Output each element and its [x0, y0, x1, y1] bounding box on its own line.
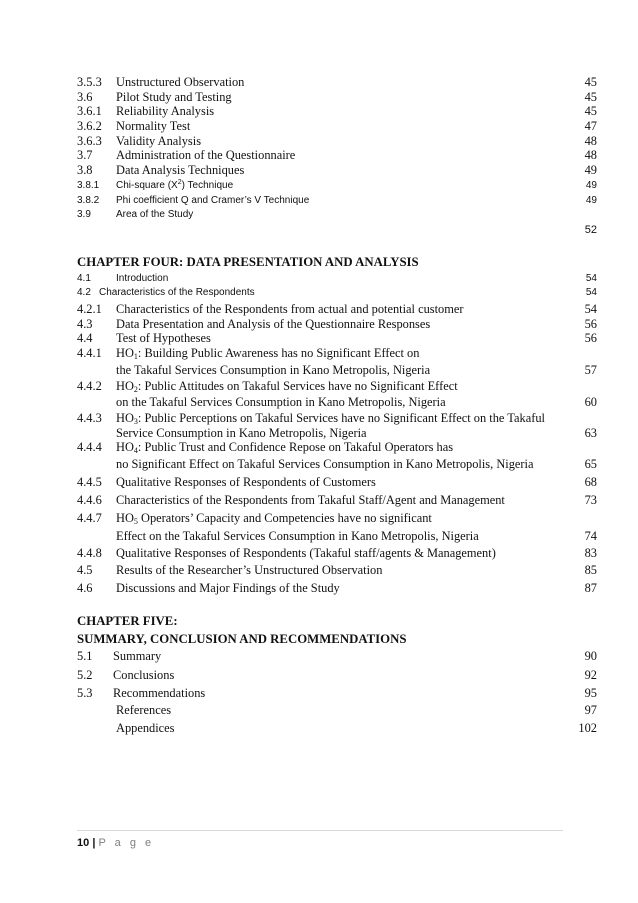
toc-row-continuation: Effect on the Takaful Services Consumption in Kano Metropolis, Nigeria 74	[116, 528, 597, 543]
toc-row: 3.8.1 Chi-square $(X^2)$ Technique 49	[77, 178, 597, 191]
toc-row-page: 52	[584, 223, 597, 236]
toc-row-continuation: no Significant Effect on Takaful Services Consumption in Kano Metropolis, Nigeria 65	[116, 456, 597, 471]
toc-row: References 97	[116, 703, 597, 718]
toc-row: 4.4.8 Qualitative Responses of Respondents (Takaful staff/agents & Management) 83	[77, 545, 597, 560]
page-footer	[77, 837, 154, 849]
toc-row: 4.4 Test of Hypotheses 56	[77, 331, 597, 346]
toc-row: 4.2.1 Characteristics of the Respondents from actual and potential customer 54	[77, 301, 597, 316]
toc-row: 4.5 Results of the Researcher’s Unstructured Observation 85	[77, 563, 597, 578]
toc-row: 3.6.2 Normality Test 47	[77, 119, 597, 134]
toc-row: 5.1 Summary 90	[77, 649, 597, 664]
toc-row: 5.3 Recommendations 95	[77, 685, 597, 700]
footer-divider	[77, 830, 563, 831]
page-label: P a g e	[98, 837, 155, 849]
toc-row: 4.4.1 $HO_1$: Building Public Awareness has no Significant Effect on	[77, 346, 420, 361]
toc-row: 3.9 Area of the Study	[77, 209, 194, 221]
toc-row: 4.4.6 Characteristics of the Respondents from Takaful Staff/Agent and Management 73	[77, 492, 597, 507]
chapter-five-subheading: SUMMARY, CONCLUSION AND RECOMMENDATIONS	[77, 632, 407, 647]
toc-row: 4.6 Discussions and Major Findings of the Study 87	[77, 580, 597, 595]
table-of-contents	[77, 75, 597, 737]
toc-row: 4.3 Data Presentation and Analysis of the Questionnaire Responses 56	[77, 316, 597, 331]
toc-row: 3.7 Administration of the Questionnaire 48	[77, 148, 597, 163]
toc-row: 3.6.1 Reliability Analysis 45	[77, 104, 597, 119]
toc-row: 3.8 Data Analysis Techniques 49	[77, 163, 597, 178]
toc-row: 4.1 Introduction 54	[77, 272, 597, 284]
toc-row: 4.4.2 $HO_2$: Public Attitudes on Takaful Services have no Significant Effect	[77, 378, 458, 394]
toc-ch3-list	[77, 75, 597, 238]
toc-row: Appendices 102	[116, 720, 597, 735]
toc-row: 4.4.7 $HO_5$ Operators’ Capacity and Competencies have no significant	[77, 510, 432, 526]
toc-row: 4.4.4 $HO_4$: Public Trust and Confidence Repose on Takaful Operators has	[77, 440, 454, 456]
toc-row: 4.4.5 Qualitative Responses of Respondents of Customers 68	[77, 474, 597, 489]
page-number: 10	[77, 837, 90, 849]
toc-row-continuation: on the Takaful Services Consumption in Kano Metropolis, Nigeria 60	[116, 395, 597, 410]
toc-row: 5.2 Conclusions 92	[77, 667, 597, 682]
toc-row: 3.6 Pilot Study and Testing 45	[77, 89, 597, 104]
toc-row-continuation: the Takaful Services Consumption in Kano Metropolis, Nigeria 57	[116, 362, 597, 377]
toc-row: 3.6.3 Validity Analysis 48	[77, 133, 597, 148]
chapter-five-heading: CHAPTER FIVE:	[77, 614, 178, 629]
footer-separator: |	[92, 837, 96, 849]
toc-row: 4.4.3 $HO_3$: Public Perceptions on Takaful Services have no Significant Effect on the Takaful	[77, 411, 545, 427]
chapter-four-heading: CHAPTER FOUR: DATA PRESENTATION AND ANALYSIS	[77, 254, 419, 269]
toc-row: 3.5.3 Unstructured Observation 45	[77, 75, 597, 89]
toc-row: 4.2 Characteristics of the Respondents 54	[77, 287, 597, 299]
toc-row: 3.8.2 Phi coefficient Q and Cramer’s V Technique 49	[77, 194, 597, 206]
toc-row-continuation: Service Consumption in Kano Metropolis, Nigeria 63	[116, 426, 597, 441]
